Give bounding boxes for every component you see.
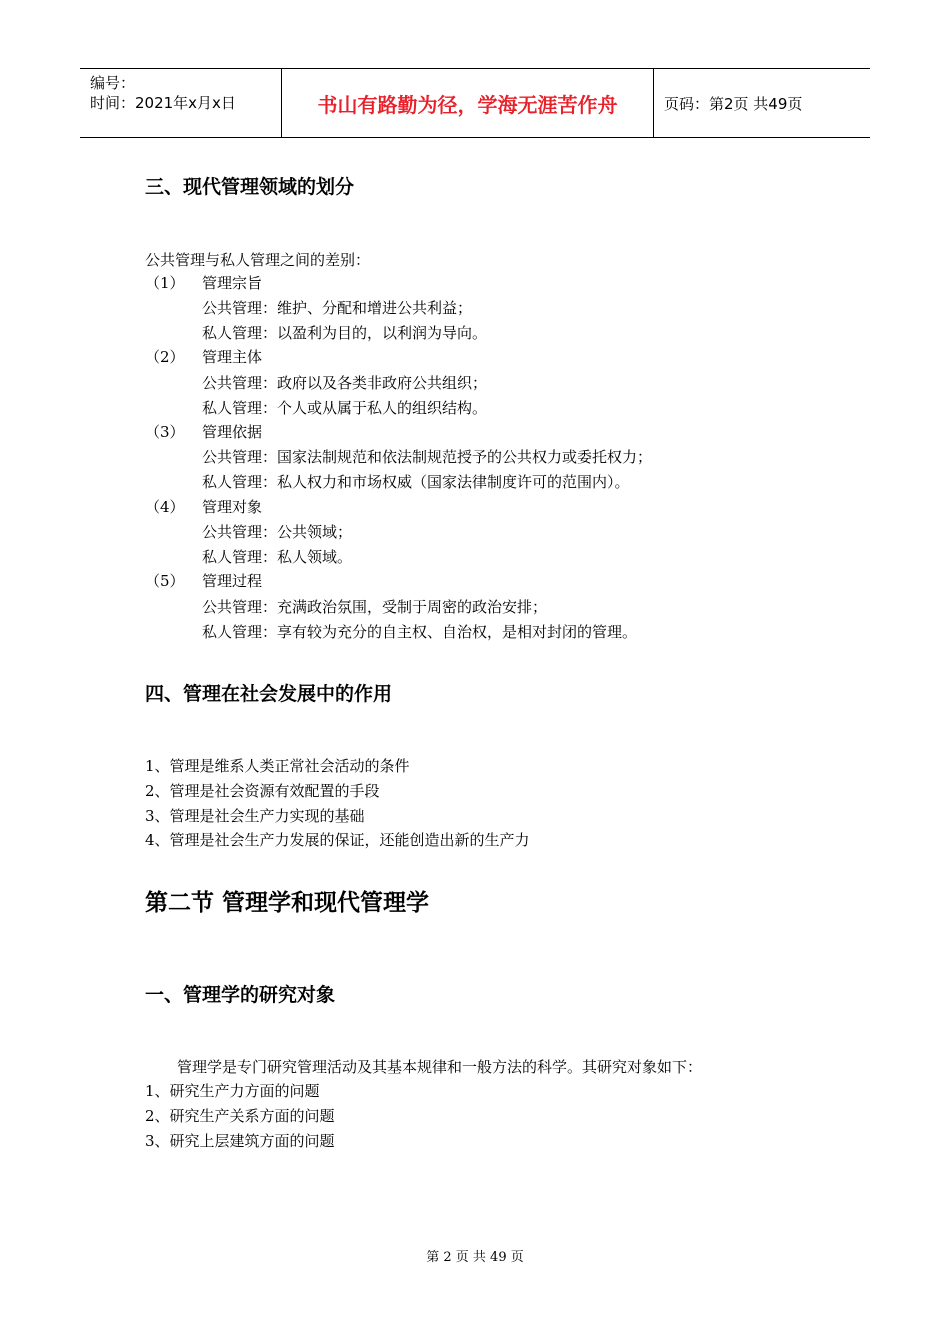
list-item: 2、管理是社会资源有效配置的手段 bbox=[145, 782, 380, 800]
list-item-public: 公共管理：充满政治氛围，受制于周密的政治安排； bbox=[202, 598, 548, 616]
list-item-private: 私人管理：享有较为充分的自主权、自治权，是相对封闭的管理。 bbox=[202, 623, 638, 641]
section-title-4: 四、管理在社会发展中的作用 bbox=[145, 683, 393, 705]
section-title-3: 三、现代管理领域的划分 bbox=[145, 176, 355, 198]
list-item-public: 公共管理：维护、分配和增进公共利益； bbox=[202, 299, 473, 317]
header-meta bbox=[80, 69, 282, 137]
list-item: 4、管理是社会生产力发展的保证，还能创造出新的生产力 bbox=[145, 831, 530, 849]
list-item: （5） 管理过程 bbox=[145, 572, 263, 590]
list-item: （4） 管理对象 bbox=[145, 498, 263, 516]
list-item-public: 公共管理：公共领域； bbox=[202, 523, 353, 541]
list-item: 1、研究生产力方面的问题 bbox=[145, 1082, 320, 1100]
header-motto: 书山有路勤为径，学海无涯苦作舟 bbox=[282, 69, 654, 137]
list-item: 2、研究生产关系方面的问题 bbox=[145, 1107, 335, 1125]
section-title-1: 一、管理学的研究对象 bbox=[145, 984, 336, 1006]
serial-label: 编号： bbox=[90, 74, 136, 92]
list-item: 3、管理是社会生产力实现的基础 bbox=[145, 807, 365, 825]
list-item: （2） 管理主体 bbox=[145, 348, 263, 366]
time-label: 时间：2021年x月x日 bbox=[90, 94, 236, 112]
header-page-info: 页码：第2页 共49页 bbox=[664, 94, 803, 113]
list-item-private: 私人管理：私人领域。 bbox=[202, 548, 353, 566]
list-item: （3） 管理依据 bbox=[145, 423, 263, 441]
section1-intro: 管理学是专门研究管理活动及其基本规律和一般方法的科学。其研究对象如下： bbox=[177, 1058, 703, 1076]
list-item-public: 公共管理：国家法制规范和依法制规范授予的公共权力或委托权力； bbox=[202, 448, 653, 466]
list-item: （1） 管理宗旨 bbox=[145, 274, 263, 292]
list-item-private: 私人管理：个人或从属于私人的组织结构。 bbox=[202, 399, 488, 417]
page-header bbox=[80, 68, 870, 138]
chapter-title: 第二节 管理学和现代管理学 bbox=[145, 890, 430, 916]
list-item: 1、管理是维系人类正常社会活动的条件 bbox=[145, 757, 410, 775]
list-item-private: 私人管理：私人权力和市场权威（国家法律制度许可的范围内）。 bbox=[202, 473, 630, 491]
section3-intro: 公共管理与私人管理之间的差别： bbox=[145, 251, 371, 269]
list-item: 3、研究上层建筑方面的问题 bbox=[145, 1132, 335, 1150]
list-item-private: 私人管理：以盈利为目的，以利润为导向。 bbox=[202, 324, 488, 342]
page-footer: 第 2 页 共 49 页 bbox=[426, 1250, 524, 1265]
list-item-public: 公共管理：政府以及各类非政府公共组织； bbox=[202, 374, 488, 392]
